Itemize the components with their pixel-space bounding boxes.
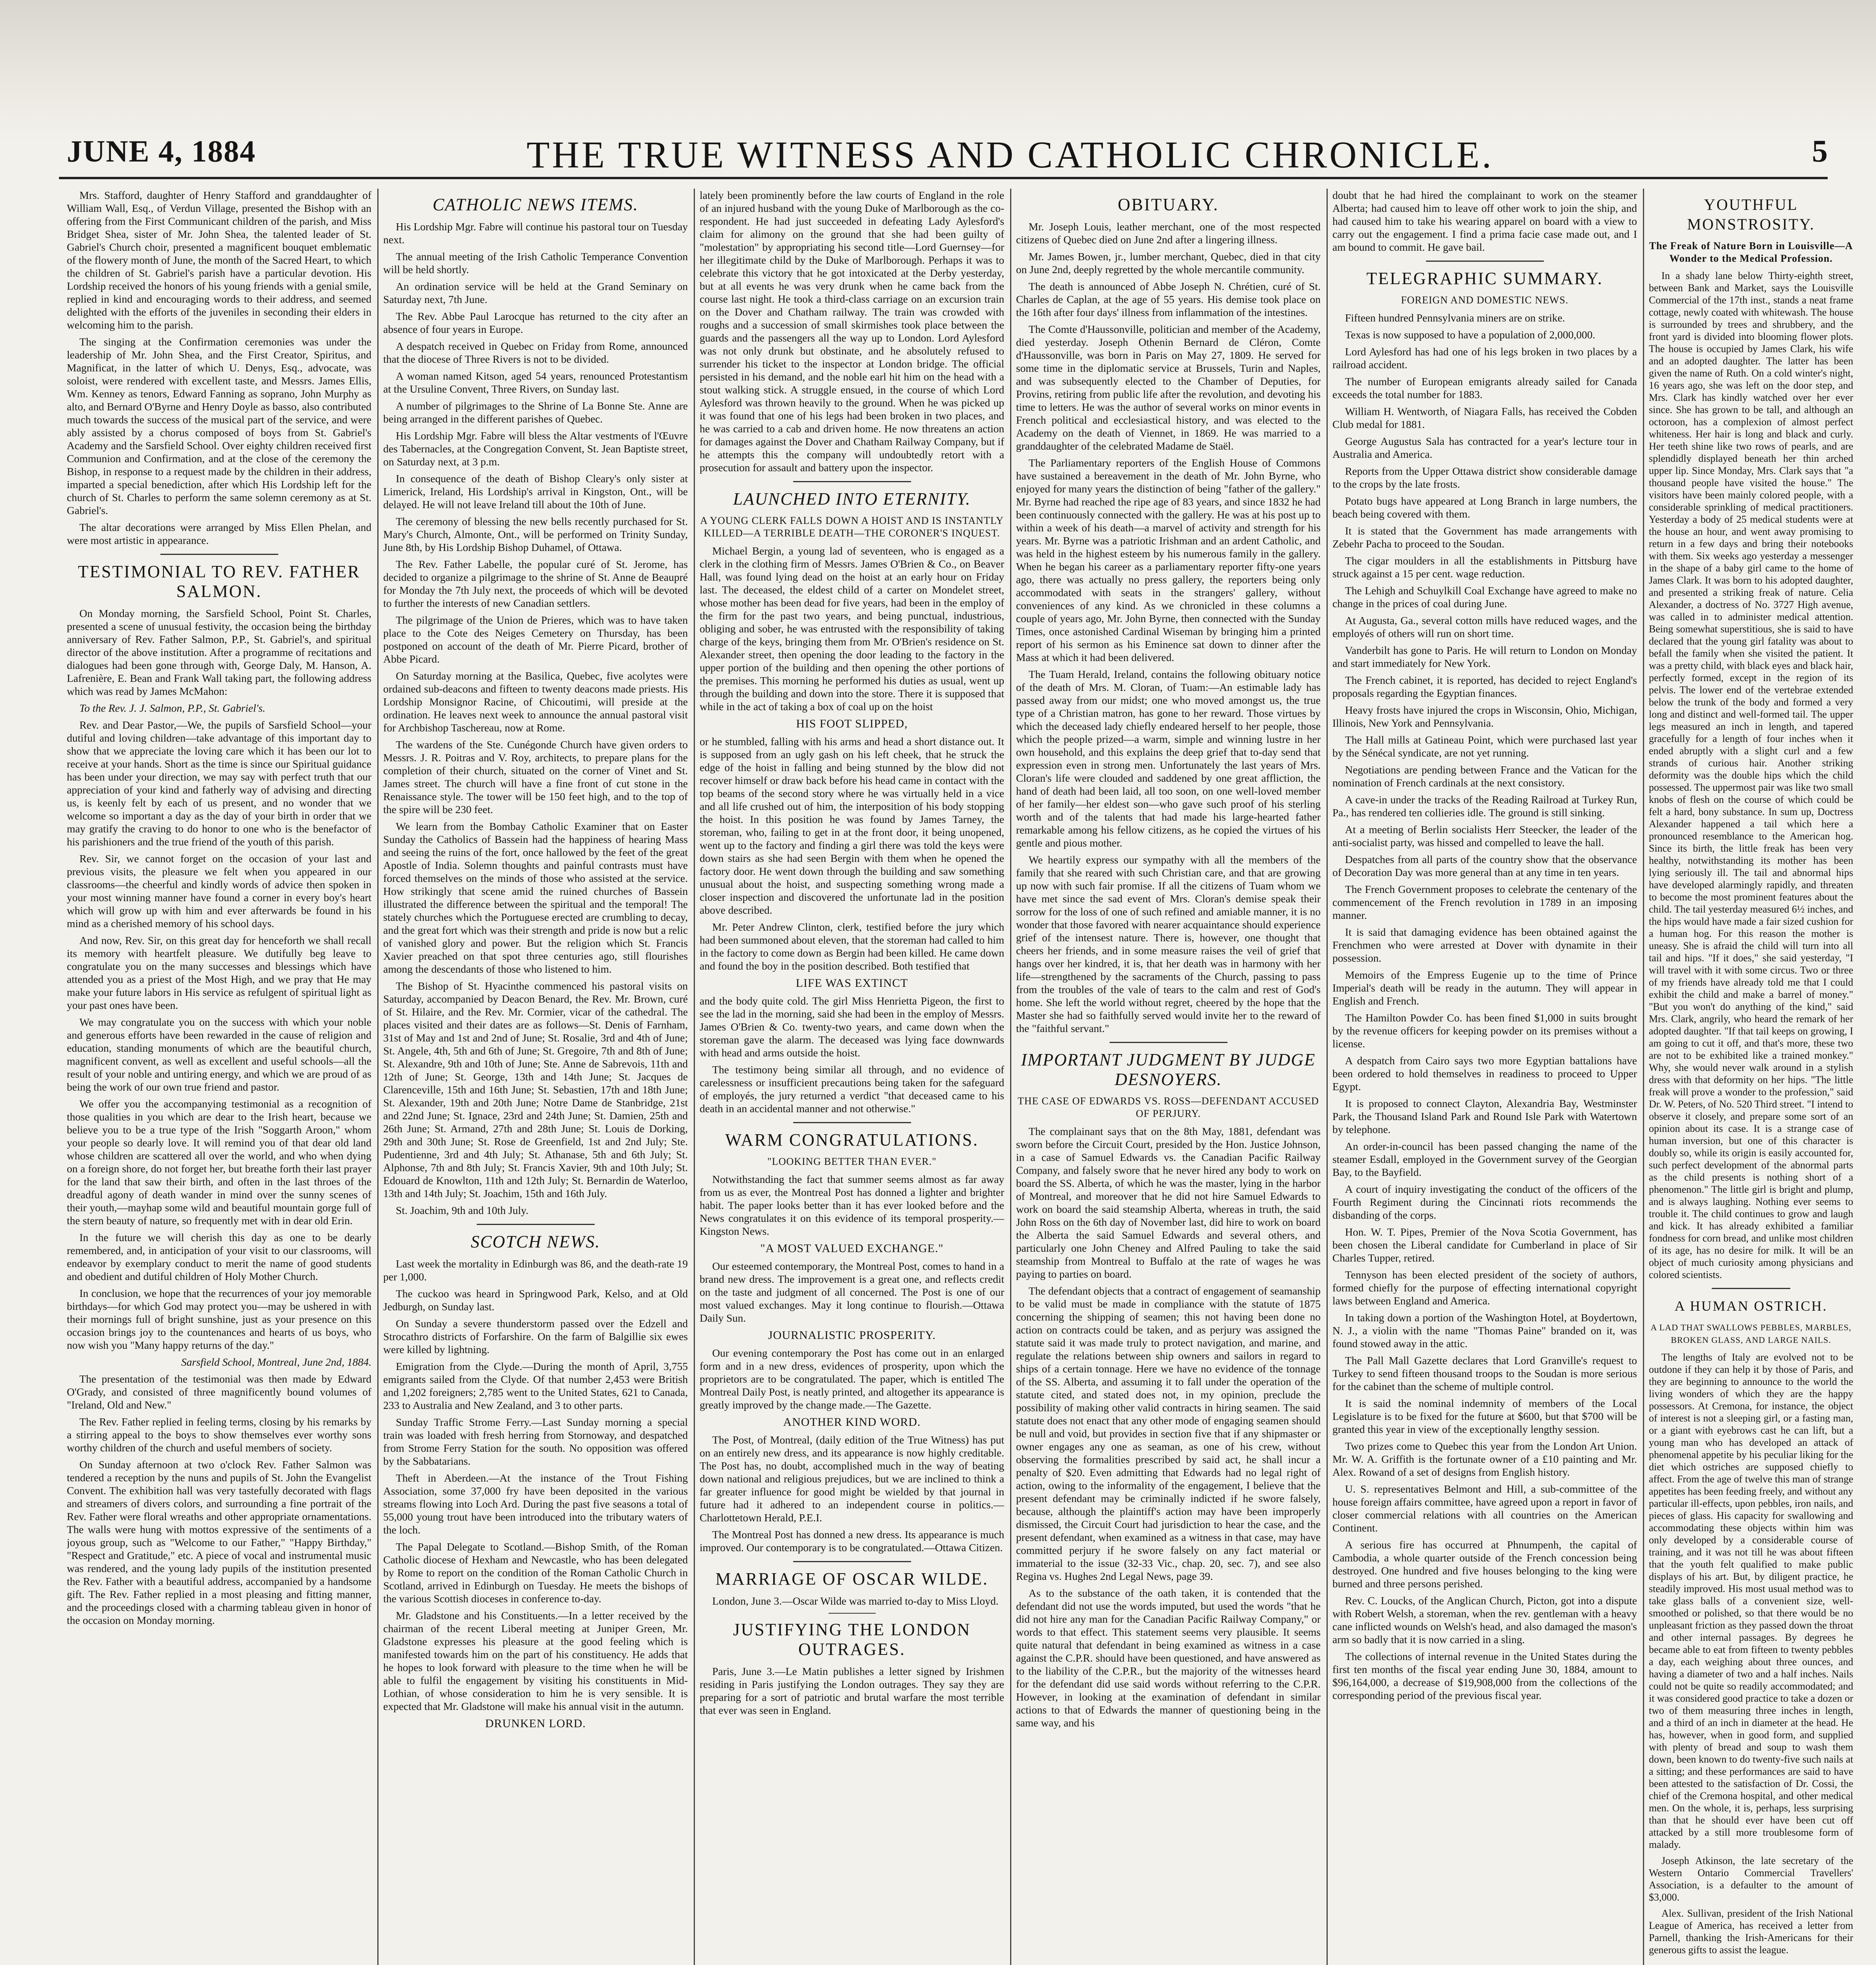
article-paragraph: The death is announced of Abbe Joseph N. Chrétien, curé of St. Charles de Caplan, at the age of 55 years. His demise took place on the 16th after four days' illness from inflammation of the intestines.: [1016, 280, 1321, 318]
article-paragraph: As to the substance of the oath taken, it is contended that the defendant did not use the words imputed, but used the words "that he did not hire any man for the Canadian Pacific Railway Company," or words to that effect. This statement seems very plausible. It seems quite natural that defendant in being examined as witness in a case against the C.P.R. should have been questioned, and have answered as to the liability of the C.P.R., but the majority of the witnesses heard for the defendant did use said words without referring to the C.P.R. However, in looking at the examination of defendant in similar actions to that of Edwards the manner of questioning being in the same way, and his: [1016, 1587, 1321, 1729]
subheading: "A MOST VALUED EXCHANGE.": [760, 1242, 944, 1255]
section-separator: [793, 1122, 911, 1123]
article-paragraph: or he stumbled, falling with his arms and head a short distance out. It is supposed from an ugly gash on his left cheek, that he struck the edge of the hoist in falling and being stunned by the blow did not recover himself or draw back before his head came in contact with the top beams of the second story where he was virtually held in a vice and all life crushed out of him, the interposition of his body stopping the hoist. In this position he was found by James Tarney, the storeman, who, failing to get in at the front door, it being unopened, went up to the factory and finding a girl there was told the keys were down stairs as she had seen Bergin with them when he opened the factory door. He went down through the building and saw something unusual about the hoist, and suspecting something wrong made a closer inspection and discovered the unfortunate lad in the position above described.: [700, 735, 1004, 916]
news-item: On Saturday morning at the Basilica, Quebec, five acolytes were ordained sub-deacons and fifteen to twenty deacons made priests. His Lordship Monsignor Racine, of Chicoutimi, will preside at the ordination. He leaves next week to announce the annual pastoral visit for Archbishop Taschereau, now at Rome.: [383, 670, 688, 734]
news-item: Heavy frosts have injured the crops in Wisconsin, Ohio, Michigan, Illinois, New York and Pennsylvania.: [1332, 704, 1637, 729]
news-item: The French Government proposes to celebrate the centenary of the commencement of the French revolution in 1789 in an imposing manner.: [1332, 883, 1637, 921]
news-item: Hon. W. T. Pipes, Premier of the Nova Scotia Government, has been chosen the Liberal candidate for Cumberland in place of Sir Charles Tupper, retired.: [1332, 1226, 1637, 1264]
article-paragraph: The singing at the Confirmation ceremonies was under the leadership of Mr. John Shea, and the First Creator, Spiritus, and Magnificat, in the latter of which U. Denys, Esq., advocate, was soloist, were rendered with excellent taste, and Messrs. James Ellis, Wm. Kenney as tenors, Edward Fanning as soprano, John Murphy as alto, and Bernard O'Byrne and Henry Doyle as basso, also contributed much towards the success of the musical part of the service, and were ably assisted by a chorus composed of boys from St. Gabriel's Academy and the Sarsfield School. Over eighty children received first Communion and Confirmation, and at the close of the ceremony the Bishop, in response to a request made by the children in their address, imparted a special benediction, after which His Lordship left for the church of St. Charles to perform the same solemn ceremony as at St. Gabriel's.: [67, 336, 371, 516]
news-item: The Hamilton Powder Co. has been fined $1,000 in suits brought by the revenue officers for keeping powder on its premises without a license.: [1332, 1012, 1637, 1050]
article-paragraph: Our evening contemporary the Post has come out in an enlarged form and in a new dress, evidences of prosperity, upon which the proprietors are to be congratulated. The paper, which is entitled The Montreal Daily Post, is neatly printed, and altogether its appearance is greatly improved by the change made.—The Gazette.: [700, 1347, 1004, 1411]
article-paragraph: Joseph Atkinson, the late secretary of the Western Ontario Commercial Travellers' Association, is a defaulter to the amount of $3,000.: [1649, 1855, 1853, 1903]
masthead-rule: [59, 177, 1828, 179]
article-paragraph: In conclusion, we hope that the recurrences of your joy memorable birthdays—for which God may protect you—may be ushered in with their mornings full of bright sunshine, just as your presence on this occasion brings joy to the countenances and hearts of us boys, who now wish you "Many happy returns of the day.": [67, 1287, 371, 1351]
news-item: The Hall mills at Gatineau Point, which were purchased last year by the Sénécal syndicate, are not yet running.: [1332, 734, 1637, 759]
column-divider: [1010, 189, 1011, 1965]
news-item: A despatch from Cairo says two more Egyptian battalions have been ordered to hold themselves in readiness to proceed to Upper Egypt.: [1332, 1054, 1637, 1093]
news-item: In taking down a portion of the Washington Hotel, at Boydertown, N. J., a violin with the name "Thomas Paine" branded on it, was found stowed away in the attic.: [1332, 1311, 1637, 1350]
article-paragraph: We offer you the accompanying testimonial as a recognition of those qualities in you which are dear to the Irish heart, because we believe you to be a true type of the Irish "Soggarth Aroon," whom your people so dearly love. It will remind you of that dear old land whose children are scattered all over the world, and who when dying on a foreign shore, do not forget her, but breathe forth their last prayer for the land that saw their birth, and often in the last throes of the dreadful agony of death wander in mind over the sunny scenes of their youth,—mayhap some wild and beautiful mountain gorge full of the stern beauty of nature, so frequently met with in dear old Erin.: [67, 1098, 371, 1227]
subheading: "LOOKING BETTER THAN EVER.": [767, 1156, 937, 1167]
news-item: The cigar moulders in all the establishments in Pittsburg have struck against a 15 per cent. wage reduction.: [1332, 555, 1637, 580]
article-paragraph: The Parliamentary reporters of the English House of Commons have sustained a bereavement in the death of Mr. John Byrne, who enjoyed for many years the distinction of being "father of the gallery." Mr. Byrne had reached the ripe age of 83 years, and since 1832 he had been continuously connected with the gallery. He was at his post up to within a week of his death—a marvel of activity and strength for his years. Mr. Byrne was a patriotic Irishman and an ardent Catholic, and was held in the highest esteem by his numerous family in the gallery. When he began his career as a parliamentary reporter fifty-one years ago, there was actually no press gallery, the reporters being only accommodated with seats in the strangers' gallery, without conveniences of any kind. As we chronicled in these columns a couple of years ago, Mr. John Byrne, then connected with the Sunday Times, once astonished Cardinal Wiseman by bringing him a printed report of his sermon as his Eminence sat down to dinner after the Mass at which it had been delivered.: [1016, 457, 1321, 663]
news-item: Texas is now supposed to have a population of 2,000,000.: [1345, 329, 1595, 341]
article-paragraph: Rev. and Dear Pastor,—We, the pupils of Sarsfield School—your dutiful and loving children—take advantage of this important day to show that we appreciate the loving care which it has been our lot to receive at your hands. Short as the time is since our Spiritual guidance has been under your direction, we may say with perfect truth that our appreciation of your kind and fatherly way of advising and directing us, is keenly felt by each of us present, and no wonder that we welcome so important a day as the day of your birth in order that we may gratify the craving to do honor to one who is the benefactor of his parishioners and the true friend of the youth of this parish.: [67, 719, 371, 848]
article-paragraph: On Sunday afternoon at two o'clock Rev. Father Salmon was tendered a reception by the nuns and pupils of St. John the Evangelist Convent. The exhibition hall was very tastefully decorated with flags and streamers of divers colors, and surrounding a fine portrait of the Rev. Father were floral wreaths and other appropriate ornamentations. The walls were hung with mottos expressive of the sentiments of a joyous group, such as "Welcome to our Father," "Happy Birthday," "Respect and Gratitude," etc. A piece of vocal and instrumental music was rendered, and the young lady pupils of the institution presented the Rev. Father with a beautiful address, accompanied by a handsome gift. The Rev. Father replied in a most pleasing and fitting manner, and the proceedings closed with a charming tableau given in honor of the occasion on Monday morning.: [67, 1458, 371, 1626]
news-item: It is stated that the Government has made arrangements with Zebehr Pacha to proceed to the Soudan.: [1332, 525, 1637, 550]
column-6: [1649, 189, 1853, 1965]
subheading: JOURNALISTIC PROSPERITY.: [768, 1329, 936, 1342]
news-item: The annual meeting of the Irish Catholic Temperance Convention will be held shortly.: [383, 250, 688, 275]
section-separator: [829, 1613, 876, 1614]
news-item: The wardens of the Ste. Cunégonde Church have given orders to Messrs. J. R. Poitras and V. Roy, architects, to prepare plans for the completion of their church, situated on the corner of Vinet and St. James street. The church will have a fine front of cut stone in the Renaissance style. The tower will be 150 feet high, and to the top of the spire will be 230 feet.: [383, 738, 688, 815]
page-number: 5: [1812, 134, 1828, 169]
address-salutation: To the Rev. J. J. Salmon, P.P., St. Gabriel's.: [79, 702, 266, 714]
news-item: Rev. C. Loucks, of the Anglican Church, Picton, got into a dispute with Robert Welsh, a storeman, when the rev. gentleman with a heavy cane inflicted wounds on Welsh's head, and also damaged the mason's arm so badly that it is now carried in a sling.: [1332, 1594, 1637, 1645]
news-item: We learn from the Bombay Catholic Examiner that on Easter Sunday the Catholics of Bassein had the happiness of hearing Mass and seeing the ruins of the fort, once hallowed by the feet of the great Apostle of India. Solemn thoughts and painful contrasts must have forced themselves on the minds of those who assisted at the service. How strikingly that scene amid the ruined churches of Bassein illustrated the difference between the spiritual and the temporal! The stately churches which the Portuguese erected are crumbling to decay, and the great fort which was their strength and pride is now but a relic of vanished glory and power. But the religion which St. Francis Xavier preached on that spot three centuries ago, still flourishes among the descendants of those who listened to him.: [383, 820, 688, 975]
news-item: Despatches from all parts of the country show that the observance of Decoration Day was more general than at any time in ten years.: [1332, 853, 1637, 878]
column-5: [1332, 189, 1637, 1965]
column-divider: [694, 189, 695, 1965]
issue-date: JUNE 4, 1884: [67, 134, 256, 168]
news-item: George Augustus Sala has contracted for a year's lecture tour in Australia and America.: [1332, 435, 1637, 460]
news-item: The pilgrimage of the Union de Prieres, which was to have taken place to the Cote des Neiges Cemetery on Thursday, has been postponed on account of the death of Mr. Pierre Picard, brother of Abbe Picard.: [383, 614, 688, 665]
section-separator: [477, 1224, 595, 1225]
news-item: St. Joachim, 9th and 10th July.: [396, 1204, 529, 1216]
news-item: A number of pilgrimages to the Shrine of La Bonne Ste. Anne are being arranged in the different parishes of Quebec.: [383, 400, 688, 425]
article-paragraph: Rev. Sir, we cannot forget on the occasion of your last and previous visits, the pleasure we felt when you appeared in our classrooms—the cheerful and kindly words of advice then spoken in your most winning manner have found a corner in every boy's heart which will grow up with him and ever afterwards be found in his mind as a cherished memory of his school days.: [67, 852, 371, 929]
news-item: An order-in-council has been passed changing the name of the steamer Esdall, employed in the Government survey of the Georgian Bay, to the Bayfield.: [1332, 1140, 1637, 1178]
section-separator: [160, 554, 278, 555]
news-item: The number of European emigrants already sailed for Canada exceeds the total number for 1883.: [1332, 375, 1637, 400]
news-item: Two prizes come to Quebec this year from the London Art Union. Mr. W. A. Griffith is the fortunate owner of a £10 painting and Mr. Alex. Rowand of a set of designs from English history.: [1332, 1440, 1637, 1478]
paper-top-texture: [0, 0, 1876, 141]
column-3: [700, 189, 1004, 1965]
headline-testimonial: TESTIMONIAL TO REV. FATHER SALMON.: [78, 562, 360, 601]
article-paragraph: The lengths of Italy are evolved not to be outdone if they can help it by those of Paris, and they are beginning to announce to the world the living wonders of which they are the happy possessors. At Cremona, for instance, the object of interest is not a sleeping girl, or a fasting man, or a giant with eyebrows cast he can lift, but a young man who has developed an attack of phenomenal appetite by his peculiar liking for the diet which ostriches are supposed chiefly to affect. From the age of twelve this man of strange appetites has been feeding freely, and without any particular ill-effects, upon pebbles, iron nails, and pieces of glass. His capacity for swallowing and accommodating these objects within him was only developed by a considerable course of training, and it was not till he was about fifteen that the youth felt qualified to make public displays of his art. But, by diligent practice, he steadily improved. His most usual method was to take glass balls of a convenient size, well-smoothed or polished, so that there would be no unpleasant friction as they passed down the throat and other internal passages. By degrees he became able to eat from fifteen to twenty pebbles a day, each weighing about three ounces, and having a diameter of two and a half inches. Nails could not be quite so readily accommodated; and it was considered good practice to take a dozen or two of them measuring three inches in length, and a third of an inch in diameter at the head. He has, however, when in good form, and supplied with plenty of bread and soup to wash them down, been known to do twenty-five such nails at a sitting; and these performances are said to have been attested to the satisfaction of Dr. Cossi, the chief of the Cremona hospital, and other medical men. On the whole, it is, perhaps, less surprising than that he should ever have been cut off attacked by a still more troublesome form of malady.: [1649, 1352, 1853, 1850]
news-item: The Rev. Abbe Paul Larocque has returned to the city after an absence of four years in Europe.: [383, 310, 688, 335]
article-paragraph: In the future we will cherish this day as one to be dearly remembered, and, in anticipation of your visit to our classrooms, will endeavor by exemplary conduct to merit the name of good students and obedient and dutiful children of Holy Mother Church.: [67, 1231, 371, 1282]
address-signature: Sarsfield School, Montreal, June 2nd, 1884.: [181, 1356, 371, 1368]
article-paragraph: Our esteemed contemporary, the Montreal Post, comes to hand in a brand new dress. The improvement is a great one, and reflects credit on the taste and judgment of all concerned. The Post is one of our most valued exchanges. May it long continue to flourish.—Ottawa Daily Sun.: [700, 1260, 1004, 1324]
article-paragraph: We heartily express our sympathy with all the members of the family that she reared with such Christian care, and that are growing up now with such fair promise. If all the citizens of Tuam whom we have met since the sad event of Mrs. Cloran's demise speak their sorrow for the loss of one of such refined and amiable manner, it is no wonder that those favored with nearer acquaintance should experience grief of the intensest nature. There is, however, one thought that cheers her friends, and in some measure raises the veil of grief that hangs over her kindred, it is, that her death was in harmony with her life—strengthened by the sacraments of the Church, passing to pass from the troubles of the vale of tears to the calm and rest of God's home. She left the world without regret, cheered by the hope that the Master she had so faithfully served would invite her to the reward of the "faithful servant.": [1016, 854, 1321, 1034]
article-paragraph: The testimony being similar all through, and no evidence of carelessness or insufficient precautions being taken for the safeguard of employés, the jury returned a verdict "that deceased came to his death in an accidental manner and not otherwise.": [700, 1063, 1004, 1115]
news-item: His Lordship Mgr. Fabre will continue his pastoral tour on Tuesday next.: [383, 220, 688, 246]
news-item: U. S. representatives Belmont and Hill, a sub-committee of the house foreign affairs committee, have agreed upon a report in favor of closer commercial relations with all countries on the American Continent.: [1332, 1483, 1637, 1534]
news-item: Negotiations are pending between France and the Vatican for the nomination of French cardinals at the next consistory.: [1332, 764, 1637, 789]
headline-launched: LAUNCHED INTO ETERNITY.: [733, 489, 971, 509]
article-paragraph: The presentation of the testimonial was then made by Edward O'Grady, and consisted of three magnificently bound volumes of "Ireland, Old and New.": [67, 1373, 371, 1411]
news-item: The collections of internal revenue in the United States during the first ten months of the fiscal year ending June 30, 1884, amount to $96,164,000, a decrease of $19,908,000 from the collections of the corresponding period of the previous fiscal year.: [1332, 1650, 1637, 1701]
news-item: Last week the mortality in Edinburgh was 86, and the death-rate 19 per 1,000.: [383, 1258, 688, 1283]
headline-youthful-monstrosity: YOUTHFUL MONSTROSITY.: [1687, 196, 1815, 233]
news-item: A court of inquiry investigating the conduct of the officers of the Fourth Regiment during the Cincinnati riots recommends the disbanding of the corps.: [1332, 1183, 1637, 1221]
news-item: The Pall Mall Gazette declares that Lord Granville's request to Turkey to send fifteen thousand troops to the Soudan is more serious for the cabinet than the scheme of multiple control.: [1332, 1354, 1637, 1392]
news-item: It is said that damaging evidence has been obtained against the Frenchmen who were arrested at Dover with dynamite in their possession.: [1332, 926, 1637, 964]
headline-important-judgment: IMPORTANT JUDGMENT BY JUDGE DESNOYERS.: [1021, 1050, 1316, 1089]
article-paragraph: London, June 3.—Oscar Wilde was married to-day to Miss Lloyd.: [712, 1595, 999, 1607]
article-paragraph: Mr. Joseph Louis, leather merchant, one of the most respected citizens of Quebec died on June 2nd after a lingering illness.: [1016, 220, 1321, 246]
news-item: At a meeting of Berlin socialists Herr Steecker, the leader of the anti-socialist party, was hissed and compelled to leave the hall.: [1332, 823, 1637, 848]
headline-london-outrages: JUSTIFYING THE LONDON OUTRAGES.: [733, 1620, 971, 1659]
news-item: It is proposed to connect Clayton, Alexandria Bay, Westminster Park, the Thousand Island Park and Round Isle Park with Watertown by telephone.: [1332, 1097, 1637, 1135]
masthead: [59, 130, 1828, 177]
article-paragraph: The altar decorations were arranged by Miss Ellen Phelan, and were most artistic in appearance.: [67, 521, 371, 546]
subheading: A LAD THAT SWALLOWS PEBBLES, MARBLES, BROKEN GLASS, AND LARGE NAILS.: [1650, 1322, 1852, 1345]
article-paragraph: The complainant says that on the 8th May, 1881, defendant was sworn before the Circuit Court, presided by the Hon. Justice Johnson, in a case of Samuel Edwards vs. the Canadian Pacific Railway Company, and falsely swore that he never hired any body to work on board the SS. Alberta, of which he was the master, lying in the harbor of Montreal, and moreover that he did not hire Samuel Edwards to work on board the said steamship Alberta, whereas in truth, the said John Ross on the 6th day of November last, did hire to work on board the Alberta the said Samuel Edwards and several others, and particularly one John Cheney and Alfred Pauling to take the said steamship from Montreal to Buffalo at the rate of wages he was paying to parties on board.: [1016, 1125, 1321, 1280]
news-item: On Sunday a severe thunderstorm passed over the Edzell and Strocathro districts of Forfarshire. On the farm of Balgillie six ewes were killed by lightning.: [383, 1317, 688, 1355]
news-item: The Bishop of St. Hyacinthe commenced his pastoral visits on Saturday, accompanied by Deacon Benard, the Rev. Mr. Brown, curé of St. Hilaire, and the Rev. Mr. Cormier, vicar of the cathedral. The places visited and their dates are as follows—St. Denis of Farnham, 31st of May and 1st and 2nd of June; St. Rosalie, 3rd and 4th of June; St. Angele, 4th, 5th and 6th of June; St. Gregoire, 7th and 8th of June; St. Alexandre, 9th and 10th of June; Ste. Anne de Sabrevois, 11th and 12th of June; St. George, 13th and 14th June; St. Jacques de Clarenceville, 15th and 16th June; St. Sebastien, 17th and 18th June; St. Alexander, 19th and 20th June; Notre Dame de Stanbridge, 21st and 22nd June; St. Ignace, 23rd and 24th June; St. Damien, 25th and 26th June; St. Armand, 27th and 28th June; St. Louis de Dorking, 29th and 30th June; St. Rose de Greenfield, 1st and 2nd July; Ste. Pudentienne, 3rd and 4th July; St. Athanase, 5th and 6th July; St. Alphonse, 7th and 8th July; St. Francis Xavier, 9th and 10th July; St. Edouard de Knowlton, 11th and 12th July; St. Bernardin de Waterloo, 13th and 14th July; St. Joachim, 15th and 16th July.: [383, 980, 688, 1199]
headline-scotch-news: SCOTCH NEWS.: [470, 1232, 601, 1251]
subheading: LIFE WAS EXTINCT: [796, 977, 908, 990]
article-paragraph: The Post, of Montreal, (daily edition of the True Witness) has put on an entirely new dress, and its appearance is now highly creditable. The Post has, no doubt, accomplished much in the way of beating down national and religious prejudices, but we are inclined to think a far greater influence for good might be wielded by that journal in future had it adhered to an independent course in politics.—Charlottetown Herald, P.E.I.: [700, 1434, 1004, 1524]
article-paragraph: Mr. James Bowen, jr., lumber merchant, Quebec, died in that city on June 2nd, deeply regretted by the whole mercantile community.: [1016, 250, 1321, 275]
column-2: [383, 189, 688, 1965]
news-item: An ordination service will be held at the Grand Seminary on Saturday next, 7th June.: [383, 280, 688, 305]
section-separator: [1426, 261, 1544, 262]
news-item: William H. Wentworth, of Niagara Falls, has received the Cobden Club medal for 1881.: [1332, 405, 1637, 430]
section-separator: [793, 1561, 911, 1562]
article-paragraph: Alex. Sullivan, president of the Irish National League of America, has received a letter from Parnell, thanking the Irish-Americans for their generous gifts to assist the league.: [1649, 1908, 1853, 1956]
news-item: His Lordship Mgr. Fabre will bless the Altar vestments of l'Œuvre des Tabernacles, at the Congregation Convent, St. Jean Baptiste street, on Saturday next, at 3 p.m.: [383, 430, 688, 468]
news-item: It is said the nominal indemnity of members of the Local Legislature is to be fixed for the future at $600, but that $700 will be granted this year in view of the exceptionally lengthy session.: [1332, 1397, 1637, 1435]
headline-telegraphic-summary: TELEGRAPHIC SUMMARY.: [1366, 269, 1603, 288]
news-item: Mr. Gladstone and his Constituents.—In a letter received by the chairman of the recent Liberal meeting at Juniper Green, Mr. Gladstone expresses his pleasure at the good feeling which is manifested towards him on the part of his constituency. He adds that he hopes to look forward with pleasure to the time when he will be able to fulfil the engagement by visiting his constituents in Mid-Lothian, of whose consideration to him he is very sensible. It is expected that Mr. Gladstone will make his annual visit in the autumn.: [383, 1609, 688, 1712]
news-item: The Papal Delegate to Scotland.—Bishop Smith, of the Roman Catholic diocese of Hexham and Newcastle, who has been delegated by Rome to report on the condition of the Roman Catholic Church in Scotland, arrived in Edinburgh on Tuesday. He meets the bishops of the various Scottish dioceses in conference to-day.: [383, 1541, 688, 1605]
article-paragraph: Paris, June 3.—Le Matin publishes a letter signed by Irishmen residing in Paris justifying the London outrages. They say they are preparing for a sort of patriotic and brutal warfare the most terrible that ever was seen in England.: [700, 1665, 1004, 1716]
news-item: Tennyson has been elected president of the society of authors, formed chiefly for the purpose of effecting international copyright laws between England and America.: [1332, 1269, 1637, 1307]
news-item: Lord Aylesford has had one of his legs broken in two places by a railroad accident.: [1332, 345, 1637, 371]
headline-human-ostrich: A HUMAN OSTRICH.: [1674, 1298, 1828, 1314]
section-separator: [1110, 1042, 1227, 1043]
subheading: FOREIGN AND DOMESTIC NEWS.: [1401, 294, 1569, 306]
headline-warm-congratulations: WARM CONGRATULATIONS.: [725, 1130, 979, 1150]
article-paragraph: The defendant objects that a contract of engagement of seamanship to be valid must be made in compliance with the statute of 1875 concerning the shipping of seamen; this not having been done no action on contracts could be taken, and as perjury was assigned the statute said it was made truly to protect navigation, and marine, and regulate the relations between ship owners and sailors in regard to ships of a certain tonnage. Here we have no evidence of the tonnage of the SS. Alberta, and assuming it to fall under the operation of the statute cited, and stated does not, in my opinion, preclude the possibility of making other valid contracts in hiring seamen. The said statute does not enact that any other mode of engaging seamen should be null and void, but provides in section five that if any shipmaster or owner engages any one as seaman, as one of his crew, without observing the formalities prescribed by said act, he shall incur a penalty of $20. Even admitting that Edwards had no legal right of action, owing to the informality of the engagement, I believe that the present defendant may be criminally indicted if he swore falsely, because, although the plaintiff's action may have been improperly dismissed, the Circuit Court had jurisdiction to hear the case, and the present defendant, when examined as a witness in that case, may have committed perjury if he swore falsely on any fact material or immaterial to the issue (32-33 Vic., chap. 20, sec. 7), and see also Regina vs. Hughes 2nd Legal News, page 39.: [1016, 1285, 1321, 1582]
news-item: Fifteen hundred Pennsylvania miners are on strike.: [1345, 312, 1565, 324]
headline-obituary: OBITUARY.: [1117, 195, 1219, 214]
news-item: A woman named Kitson, aged 54 years, renounced Protestantism at the Ursuline Convent, Three Rivers, on Sunday last.: [383, 370, 688, 395]
news-item: Reports from the Upper Ottawa district show considerable damage to the crops by the late frosts.: [1332, 465, 1637, 490]
article-paragraph: And now, Rev. Sir, on this great day for henceforth we shall recall its memory with heartfelt pleasure. We dutifully beg leave to congratulate you on the many successes and blessings which have attended you as a priest of the Most High, and we pray that He may make your future labors in His service as refulgent of spiritual light as your past ones have been.: [67, 934, 371, 1011]
column-4: [1016, 189, 1321, 1965]
article-paragraph: lately been prominently before the law courts of England in the role of an injured husband with the young Duke of Marlborough as the co-respondent. He had just succeeded in defeating Lady Aylesford's claim for alimony on the ground that she had been guilty of "molestation" by appropriating his second title—Lord Guernsey—for her illegitimate child by the Duke of Marlborough. Perhaps it was to celebrate this victory that he got intoxicated at the Derby yesterday, but at all events he was very drunk when he came back from the course last night. He took a third-class carriage on an excursion train on the Dover and Chatham railway. The train was crowded with roughs and a succession of small skirmishes took place between the guards and the passengers all the way up to London. Lord Aylesford was not only drunk but obstinate, and he absolutely refused to surrender his ticket to the inspector at London bridge. The official persisted in his demand, and the noble earl hit him on the head with a stout walking stick. A struggle ensued, in the course of which Lord Aylesford was thrown heavily to the ground. When he was picked up it was found that one of his legs had been broken in two places, and he was carried to a cab and driven home. He now threatens an action for damages against the Dover and Chatham Railway Company, but if he attempts this the company will undoubtedly retort with a prosecution for assault and battery upon the inspector.: [700, 189, 1004, 474]
subheading: THE CASE OF EDWARDS VS. ROSS—DEFENDANT ACCUSED OF PERJURY.: [1018, 1095, 1319, 1119]
article-paragraph: The Comte d'Haussonville, politician and member of the Academy, died yesterday. Joseph Othenin Bernard de Cléron, Comte d'Haussonville, was born in Paris on May 27, 1809. He served for some time in the diplomatic service at Brussels, Turin and Naples, and was subsequently elected to the Chamber of Deputies, for Provins, retiring from public life after the revolution, and devoting his time to letters. He was the author of several works on minor events in French political and ecclesiastical history, and was elected to the Academy on the death of Viennet, in 1869. He was married to a granddaughter of the celebrated Madame de Staël.: [1016, 323, 1321, 452]
section-separator: [1712, 1288, 1790, 1289]
headline-oscar-wilde: MARRIAGE OF OSCAR WILDE.: [715, 1569, 989, 1589]
headline-catholic-news: CATHOLIC NEWS ITEMS.: [432, 195, 639, 214]
news-item: Theft in Aberdeen.—At the instance of the Trout Fishing Association, some 37,000 fry have been deposited in the various streams flowing into Loch Ard. During the past five seasons a total of 55,000 young trout have been introduced into the tributary waters of the loch.: [383, 1472, 688, 1536]
article-paragraph: The Montreal Post has donned a new dress. Its appearance is much improved. Our contemporary is to be congratulated.—Ottawa Citizen.: [700, 1528, 1004, 1554]
headline-drunken-lord: DRUNKEN LORD.: [485, 1717, 586, 1730]
article-paragraph: On Monday morning, the Sarsfield School, Point St. Charles, presented a scene of unusual festivity, the occasion being the birthday anniversary of Rev. Father Salmon, P.P., St. Gabriel's, and spiritual director of the above institution. After a programme of recitations and dialogues had been gone through with, George Daly, M. Hanson, A. Lafrenière, E. Bean and Frank Wall taking part, the following address which was read by James McMahon:: [67, 607, 371, 697]
article-paragraph: We may congratulate you on the success with which your noble and generous efforts have been rewarded in the cause of religion and education, standing monuments of which are the beautiful church, magnificent convent, as well as excellent and useful schools—all the result of your noble and untiring energy, and which we are proud of as being the work of our own true friend and pastor.: [67, 1016, 371, 1093]
article-paragraph: and the body quite cold. The girl Miss Henrietta Pigeon, the first to see the lad in the morning, said she had been in the employ of Messrs. James O'Brien & Co. twenty-two years, and came down when the storeman gave the alarm. The deceased was lying face downwards with head and arms outside the hoist.: [700, 995, 1004, 1059]
news-item: Potato bugs have appeared at Long Branch in large numbers, the beach being covered with them.: [1332, 495, 1637, 520]
article-paragraph: doubt that he had hired the complainant to work on the steamer Alberta; had caused him to leave off other work to join the ship, and had caused him to take his wearing apparel on board with a view to carry out the engagement. I find a prima facie case made out, and I am bound to commit. He gave bail.: [1332, 189, 1637, 253]
column-divider: [377, 189, 379, 1965]
subheading: The Freak of Nature Born in Louisville—A Wonder to the Medical Profession.: [1649, 240, 1853, 264]
news-item: A cave-in under the tracks of the Reading Railroad at Turkey Run, Pa., has rendered ten collieries idle. The ground is still sinking.: [1332, 793, 1637, 819]
news-item: Memoirs of the Empress Eugenie up to the time of Prince Imperial's death will be ready in the autumn. They will appear in English and French.: [1332, 969, 1637, 1007]
article-paragraph: Mrs. Stafford, daughter of Henry Stafford and granddaughter of William Wall, Esq., of Verdun Village, presented the Bishop with an offering from the First Communicant children of the parish, and Miss Bridget Shea, sister of Mr. John Shea, the talented leader of St. Gabriel's Church choir, presented a magnificent bouquet emblematic of the flowery month of June, the month of the Sacred Heart, to which the children of St. Gabriel's parish have a particular devotion. His Lordship received the honors of his young friends with a genial smile, replied in kind and encouraging words to their address, and seemed delighted with the efforts of the juveniles in seconding their elders in welcoming him to the parish.: [67, 189, 371, 331]
section-separator: [793, 481, 911, 482]
column-divider: [1327, 189, 1328, 1965]
news-item: The Rev. Father Labelle, the popular curé of St. Jerome, has decided to organize a pilgrimage to the shrine of St. Anne de Beaupré for Monday the 7th July next, the proceeds of which will be devoted to further the interests of new Canadian settlers.: [383, 558, 688, 609]
news-item: Emigration from the Clyde.—During the month of April, 3,755 emigrants sailed from the Clyde. Of that number 2,453 were British and 1,202 foreigners; 2,785 went to the United States, 621 to Canada, 233 to Australia and New Zealand, and 3 to other parts.: [383, 1360, 688, 1411]
news-item: A serious fire has occurred at Phnumpenh, the capital of Cambodia, a whole quarter outside of the French concession being destroyed. One hundred and five houses belonging to the king were burned and three persons perished.: [1332, 1539, 1637, 1590]
article-paragraph: Notwithstanding the fact that summer seems almost as far away from us as ever, the Montreal Post has donned a lighter and brighter habit. The paper looks better than it has ever looked before and the News congratulates it on this evidence of its temporal prosperity.—Kingston News.: [700, 1173, 1004, 1237]
subheading: A YOUNG CLERK FALLS DOWN A HOIST AND IS INSTANTLY KILLED—A TERRIBLE DEATH—THE CORONER'S INQUEST.: [700, 515, 1004, 539]
subheading: HIS FOOT SLIPPED,: [796, 717, 908, 730]
news-item: The cuckoo was heard in Springwood Park, Kelso, and at Old Jedburgh, on Sunday last.: [383, 1287, 688, 1313]
article-paragraph: The Tuam Herald, Ireland, contains the following obituary notice of the death of Mrs. M. Cloran, of Tuam:—An estimable lady has passed away from our midst; one who moved amongst us, the true type of a Christian matron, has gone to her reward. Those virtues by which the deceased lady chiefly endeared herself to her people, those which the people prized—a warm, simple and winning lustre in her own household, and this explains the deep grief that to-day send that expression even in strong men. Unfortunately the last years of Mrs. Cloran's life were clouded and saddened by one great affliction, the hand of death had been laid, all too soon, on one well-loved member of her family—her eldest son—who gave such proof of his sterling worth and of the talents that had made his large-hearted father remarkable among his fellow citizens, as he copied the virtues of his gentle and pious mother.: [1016, 668, 1321, 849]
column-divider: [1643, 189, 1644, 1965]
news-item: The ceremony of blessing the new bells recently purchased for St. Mary's Church, Almonte, Ont., will be performed on Trinity Sunday, June 8th, by His Lordship Bishop Duhamel, of Ottawa.: [383, 515, 688, 553]
news-item: The French cabinet, it is reported, has decided to reject England's proposals regarding the Egyptian finances.: [1332, 674, 1637, 699]
news-item: The Lehigh and Schuylkill Coal Exchange have agreed to make no change in the prices of coal during June.: [1332, 584, 1637, 610]
news-item: At Augusta, Ga., several cotton mills have reduced wages, and the employés of others will run on short time.: [1332, 614, 1637, 639]
article-paragraph: Michael Bergin, a young lad of seventeen, who is engaged as a clerk in the clothing firm of Messrs. James O'Brien & Co., on Beaver Hall, was found lying dead on the hoist at an early hour on Friday last. The deceased, the eldest child of a carter on Mondelet street, whose mother has been dead for five years, had been in the employ of the firm for the past two years, and being punctual, industrious, obliging and sober, he was entrusted with the responsibility of taking charge of the keys, bringing them from Mr. O'Brien's residence on St. Alexander street, then opening the door leading to the factory in the upper portion of the building and then opening the other portions of the premises. This morning he performed his duties as usual, went up through the building and down into the store. There it is supposed that while in the act of taking a box of coal up on the hoist: [700, 545, 1004, 713]
article-paragraph: Mr. Peter Andrew Clinton, clerk, testified before the jury which had been summoned about eleven, that the storeman had called to him in the factory to come down as Bergin had been killed. He came down and found the boy in the position described. Both testified that: [700, 921, 1004, 972]
newspaper-title: THE TRUE WITNESS AND CATHOLIC CHRONICLE.: [526, 134, 1494, 176]
article-paragraph: In a shady lane below Thirty-eighth street, between Bank and Market, says the Louisville Commercial of the 17th inst., stands a neat frame cottage, newly coated with whitewash. The house is surrounded by trees and shrubbery, and the front yard is divided into blooming flower plots. The house is occupied by James Clark, his wife and an adopted daughter. The latter has been given the name of Ruth. On a cold winter's night, 16 years ago, she was left on the door step, and Mrs. Clark has kindly watched over her ever since. She has grown to be tall, and although an octoroon, has a complexion of almost perfect whiteness. Her hair is long and black and curly. Her teeth shine like two rows of pearls, and are splendidly displayed beneath her thin arched upper lip. Since Monday, Mrs. Clark says that "a thousand people have visited the house." The visitors have been mainly colored people, with a considerable sprinkling of medical practitioners. Yesterday a body of 25 medical students were at the house an hour, and went away promising to return in a few days and bring their notebooks with them. Six weeks ago yesterday a messenger in the shape of a baby girl came to the home of James Clark. It was born to his adopted daughter, and presented a striking freak of nature. Celia Alexander, a doctress of No. 3727 High avenue, was called in to administer medical attention. Being somewhat superstitious, she is said to have declared that the young girl fatality was about to befall the family when she visited the patient. It was a pretty child, with black eyes and black hair, perfectly formed, except in the region of its pelvis. The lower end of the vertebrae extended below the trunk of the body and formed a very long and distinct and well-formed tail. The upper legs measured an inch in length, and tapered gracefully for a length of four inches when it ended abruptly with a slight curl and a few strands of curious hair. Another striking deformity was the double hips which the child possessed. The uppermost pair was like two small knobs of flesh on the course of which could be felt a hard, bony substance. In sum up, Doctress Alexander happened a tail which here a pronounced resemblance to the American hog. Since its birth, the little freak has been very healthy, notwithstanding its mother has been lying seriously ill. The tail and abnormal hips have developed alarmingly rapidly, and threaten to become the most prominent features about the child. The tail yesterday measured 6½ inches, and the hips would have made a fair sized cushion for a human hog. For this reason the mother is uneasy. She is afraid the child will turn into all tail and hips. "If it does," she said yesterday, "I will travel with it with some circus. Two or three of my friends have already told me that I could exhibit the child and make a barrel of money." "But you won't do anything of the kind," said Mrs. Clark, angrily, who heard the remark of her adopted daughter. "If that tail keeps on growing, I am going to cut it off, and that's more, these two are not to be exhibited like a trained monkey." Why, she would never walk around in a stylish dress with that deformity on her hips. "The little freak will prove a wonder to the profession," said Dr. W. Peters, of No. 520 Third street. "I intend to observe it closely, and prepare some sort of an opinion about its case. It is a strange case of human inversion, but one of this character is doubly so, while its origin is easily accounted for, such perfect development of the abnormal parts as the child presents is nothing short of a phenomenon." The little girl is bright and plump, and is always laughing. Nothing ever seems to trouble it. The child continues to grow and laugh and kick. It has already exhibited a familiar fondness for corn bread, and unlike most children of its age, has no desire for milk. It will be an object of much curiosity among physicians and colored scientists.: [1649, 270, 1853, 1280]
news-item: Sunday Traffic Strome Ferry.—Last Sunday morning a special train was loaded with fresh herring from Stornoway, and despatched from Strome Ferry Station for the south. No opposition was offered by the Sabbatarians.: [383, 1416, 688, 1467]
news-item: Vanderbilt has gone to Paris. He will return to London on Monday and start immediately for New York.: [1332, 644, 1637, 669]
subheading: ANOTHER KIND WORD.: [783, 1416, 921, 1429]
news-item: In consequence of the death of Bishop Cleary's only sister at Limerick, Ireland, His Lordship's arrival in Kingston, Ont., will be delayed. He will not leave Ireland till about the 10th of June.: [383, 472, 688, 511]
news-item: A despatch received in Quebec on Friday from Rome, announced that the diocese of Three Rivers is not to be divided.: [383, 340, 688, 365]
article-paragraph: The Rev. Father replied in feeling terms, closing by his remarks by a stirring appeal to the boys to show themselves ever worthy sons worthy children of the church and useful members of society.: [67, 1416, 371, 1454]
column-1: [67, 189, 371, 1965]
